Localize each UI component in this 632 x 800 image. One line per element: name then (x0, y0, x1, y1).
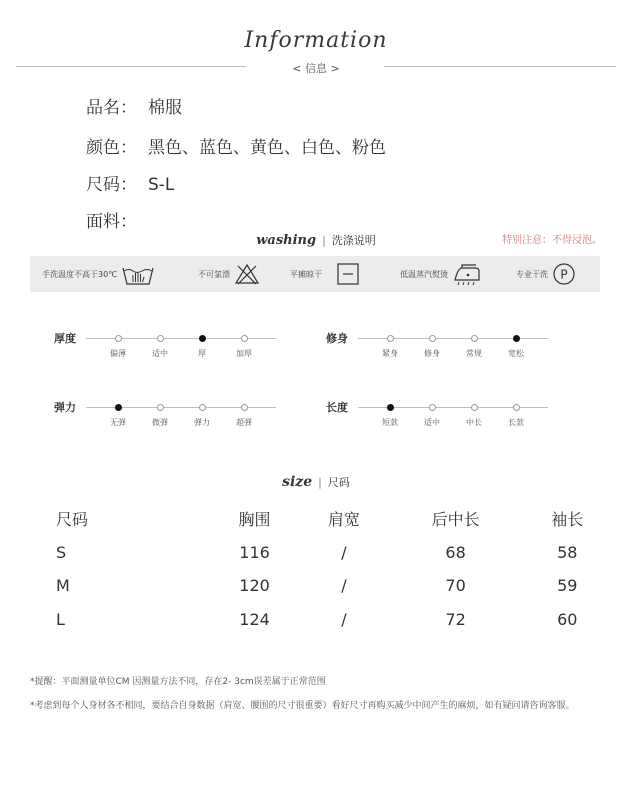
info-label: 品名： (86, 98, 137, 118)
washing-title-en: washing (256, 233, 317, 248)
scale-dot (429, 404, 436, 411)
scale-dot (241, 404, 248, 411)
table-cell: S (56, 542, 67, 562)
table-header-cell: 胸围 (238, 510, 271, 530)
size-table (20, 502, 612, 636)
scale-length (326, 399, 556, 439)
scale-option-label: 常规 (466, 349, 482, 358)
scale-dot (157, 335, 164, 342)
scale-option-label: 宽松 (508, 349, 524, 358)
care-item-no-bleach (198, 256, 260, 292)
professional-dry-clean-icon (552, 262, 576, 286)
scale-label: 长度 (326, 401, 348, 414)
scale-label: 弹力 (54, 401, 76, 414)
table-header-cell: 肩宽 (327, 510, 360, 530)
page-title: Information (244, 28, 388, 53)
page-subtitle: < 信息 > (292, 62, 340, 75)
info-value: 棉服 (148, 98, 182, 118)
care-item-hand-wash (42, 256, 155, 292)
table-cell: M (56, 576, 70, 596)
info-row-name (86, 93, 182, 118)
scale-option-label: 短款 (382, 418, 398, 427)
scale-label: 厚度 (54, 332, 76, 345)
table-cell: 72 (445, 609, 466, 629)
measurement-note: *提醒：平面测量单位CM 因测量方法不同，存在2- 3cm误差属于正常范围 (30, 677, 326, 687)
size-table-header-row (20, 502, 612, 536)
scale-thickness (54, 330, 284, 370)
care-item-dry-flat (290, 256, 360, 292)
scale-dot-selected (199, 335, 206, 342)
hand-wash-30-icon (121, 262, 155, 286)
dry-flat-icon (336, 262, 360, 286)
washing-title-cn: 洗涤说明 (331, 234, 376, 247)
scale-option-label: 弹力 (194, 418, 210, 427)
table-header-cell: 袖长 (551, 510, 584, 530)
info-label: 面料： (86, 212, 137, 232)
scale-option-label: 微弹 (152, 418, 168, 427)
washing-title-separator: | (322, 234, 326, 247)
care-item-professional-dry-clean (516, 256, 576, 292)
size-title-cn: 尺码 (327, 476, 350, 489)
scale-option-label: 超弹 (236, 418, 252, 427)
table-cell: 68 (445, 542, 466, 562)
scale-option-label: 适中 (424, 418, 440, 427)
scale-dot-selected (513, 335, 520, 342)
scale-dot (199, 404, 206, 411)
scale-option-label: 中长 (466, 418, 482, 427)
table-cell: / (341, 542, 347, 562)
care-text: 不可氯漂 (198, 269, 230, 279)
low-steam-iron-icon (452, 262, 482, 286)
table-header-cell: 尺码 (56, 510, 89, 530)
info-value: S-L (148, 175, 175, 195)
size-title-separator: | (318, 476, 322, 489)
table-cell: 120 (239, 576, 270, 596)
table-row (20, 536, 612, 570)
table-header-cell: 后中长 (431, 510, 480, 530)
scale-dot (157, 404, 164, 411)
table-cell: 116 (239, 542, 270, 562)
table-cell: 60 (557, 609, 578, 629)
fit-advice-note: *考虑到每个人身材各不相同，要结合自身数据（肩宽、腰围的尺寸很重要）看好尺寸再购买减少中间产生的麻烦，如有疑问请咨询客服。 (30, 701, 575, 711)
scale-dot (471, 404, 478, 411)
scale-dot (387, 335, 394, 342)
care-text: 专业干洗 (516, 269, 548, 279)
scale-fit (326, 330, 556, 370)
scale-option-label: 厚 (198, 349, 206, 358)
table-cell: / (341, 609, 347, 629)
table-row (20, 603, 612, 637)
info-row-color (86, 133, 386, 158)
care-instructions-strip (30, 256, 600, 292)
scale-dot-selected (387, 404, 394, 411)
scale-option-label: 修身 (424, 349, 440, 358)
table-cell: / (341, 576, 347, 596)
scale-dot (471, 335, 478, 342)
care-item-low-steam-iron (400, 256, 482, 292)
info-value: 黑色、蓝色、黄色、白色、粉色 (148, 138, 386, 158)
scale-option-label: 无弹 (110, 418, 126, 427)
info-label: 颜色： (86, 138, 137, 158)
table-cell: 124 (239, 609, 270, 629)
info-label: 尺码： (86, 175, 137, 195)
scale-option-label: 加厚 (236, 349, 252, 358)
scale-dot (429, 335, 436, 342)
table-cell: L (56, 609, 65, 629)
svg-text:P: P (560, 267, 568, 282)
table-row (20, 569, 612, 603)
scale-label: 修身 (326, 332, 348, 345)
care-text: 手洗温度不高于30℃ (42, 269, 118, 279)
care-text: 平摊晾干 (290, 269, 322, 279)
scale-dot (241, 335, 248, 342)
scale-option-label: 长款 (508, 418, 524, 427)
size-title (0, 471, 632, 490)
table-cell: 59 (557, 576, 578, 596)
scale-option-label: 偏薄 (110, 349, 126, 358)
scale-option-label: 紧身 (382, 349, 398, 358)
scale-dot (513, 404, 520, 411)
table-cell: 58 (557, 542, 578, 562)
info-row-size (86, 170, 174, 195)
scale-dot-selected (115, 404, 122, 411)
scale-option-label: 适中 (152, 349, 168, 358)
size-title-en: size (282, 474, 313, 490)
table-cell: 70 (445, 576, 466, 596)
scale-dot (115, 335, 122, 342)
care-text: 低温蒸汽熨烫 (400, 269, 448, 279)
scale-elasticity (54, 399, 284, 439)
no-bleach-icon (234, 262, 260, 286)
washing-note: 特别注意：不得浸泡。 (502, 235, 602, 246)
